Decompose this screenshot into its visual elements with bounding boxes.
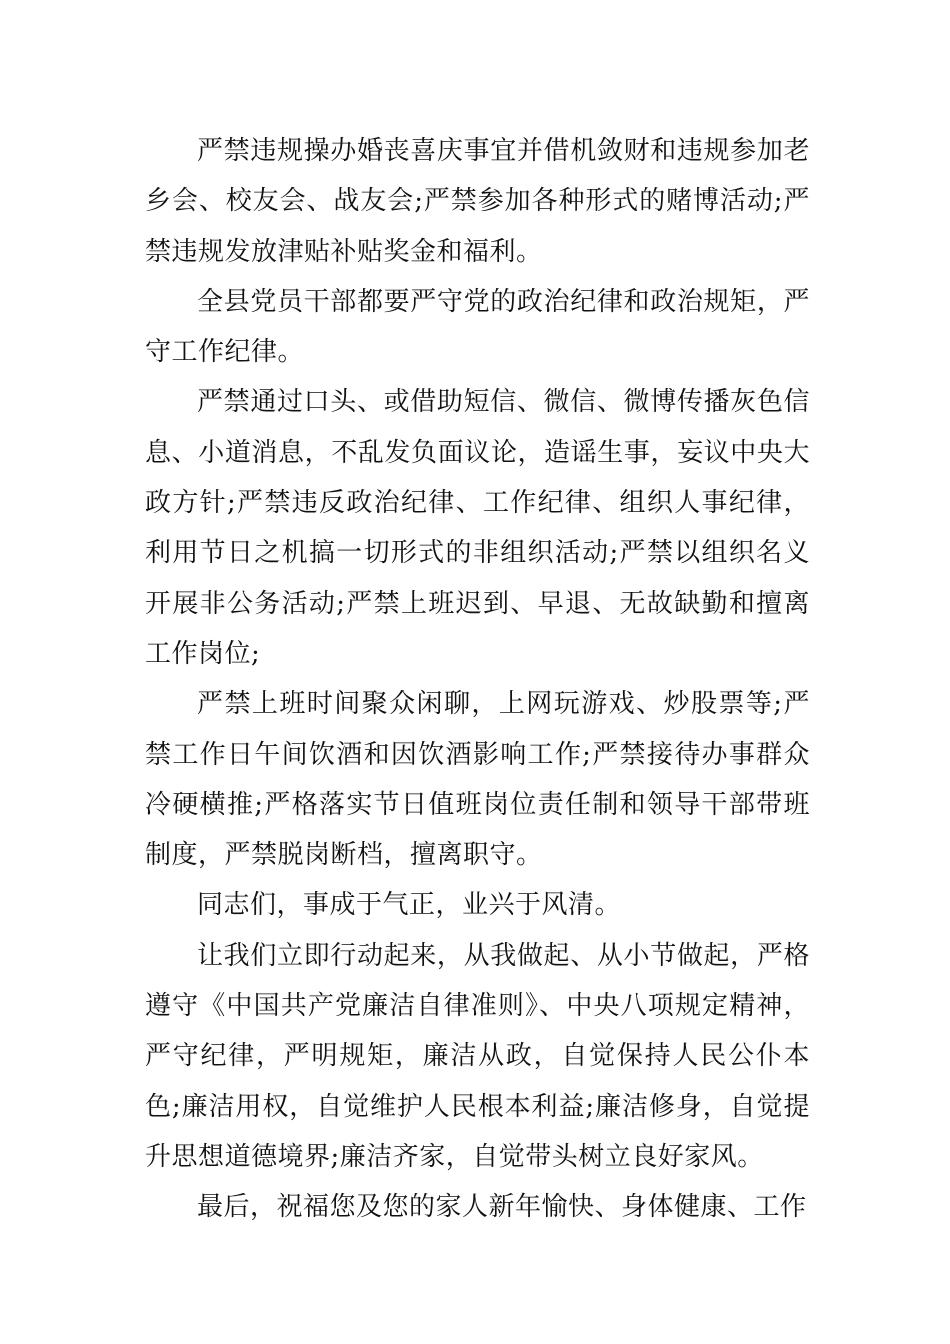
paragraph-1: 严禁违规操办婚丧喜庆事宜并借机敛财和违规参加老乡会、校友会、战友会;严禁参加各种形式的赌博活动;严禁违规发放津贴补贴奖金和福利。: [145, 136, 810, 267]
paragraph-3: 严禁通过口头、或借助短信、微信、微博传播灰色信息、小道消息，不乱发负面议论，造谣生事，妄议中央大政方针;严禁违反政治纪律、工作纪律、组织人事纪律，利用节日之机搞一切形式的非组织活动;严禁以组织名义开展非公务活动;严禁上班迟到、早退、无故缺勤和擅离工作岗位;: [145, 387, 810, 669]
paragraph-5: 同志们，事成于气正，业兴于风清。: [197, 890, 622, 921]
paragraph-6: 让我们立即行动起来，从我做起、从小节做起，严格遵守《中国共产党廉洁自律准则》、中央八项规定精神，严守纪律，严明规矩，廉洁从政，自觉保持人民公仆本色;廉洁用权，自觉维护人民根本利益;廉洁修身，自觉提升思想道德境界;廉洁齐家，自觉带头树立良好家风。: [145, 940, 810, 1172]
paragraph-4: 严禁上班时间聚众闲聊，上网玩游戏、炒股票等;严禁工作日午间饮酒和因饮酒影响工作;严禁接待办事群众冷硬横推;严格落实节日值班岗位责任制和领导干部带班制度，严禁脱岗断档，擅离职守。: [145, 689, 810, 871]
document-body: [145, 126, 810, 1233]
paragraph-2: 全县党员干部都要严守党的政治纪律和政治规矩，严守工作纪律。: [145, 286, 810, 368]
paragraph-7: 最后，祝福您及您的家人新年愉快、身体健康、工作: [197, 1192, 807, 1223]
